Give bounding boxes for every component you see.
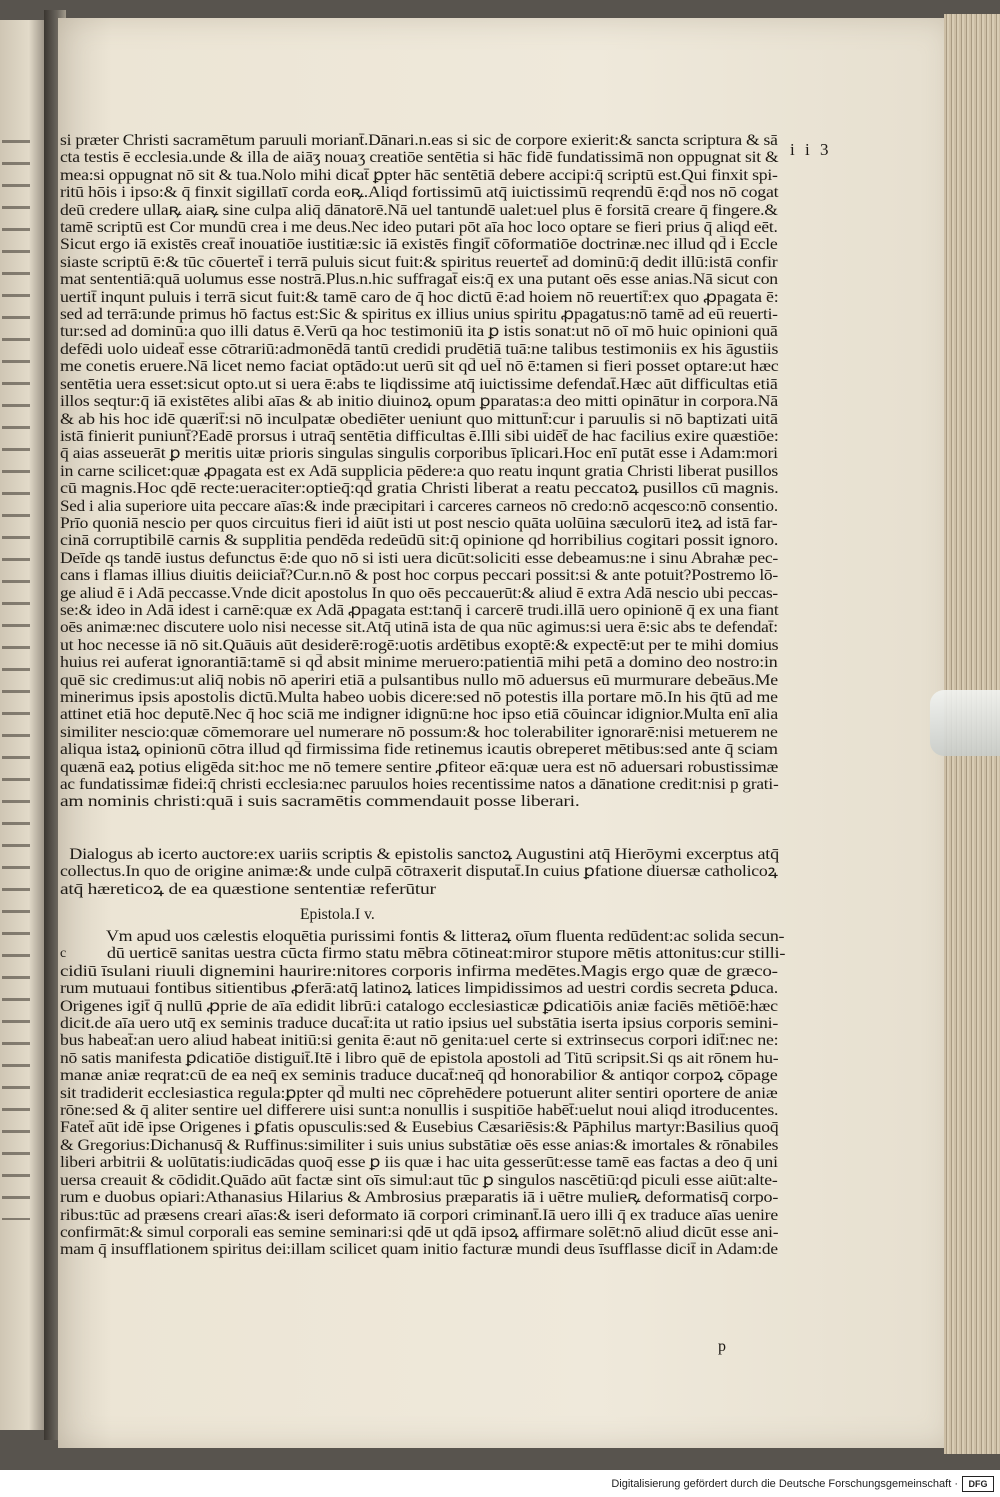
epistle-heading: Epistola.I v.	[300, 906, 375, 923]
text-line: uersa creauit & cōdidit.Quādo aūt factæ sint oīs simul:aut tūc ꝑ singulos nascētiū:qd piculi esse aiūt:alte-	[60, 1171, 778, 1189]
text-line: istā finierit puniunt̄?Eadē prorsus i utraq̄ sentētia difficultas ē.Illi sibi uidēt̄ de hac facilius exire quæstiōe:	[60, 427, 779, 445]
text-line: q̄ aias asseuerāt ꝑ meritis uitæ prioris singulas singulis corporibus īplicari.Hoc enī putāt esse i Adam:mori	[60, 445, 778, 463]
text-line: se:& ideo in Adā idest i carnē:quæ ex Adā ꝓpagata est:tanq̄ i carcerē trudi.illā uero opinionē q̄ ex una fiant	[60, 601, 779, 619]
text-line: Dialogus ab icerto auctore:ex uariis scriptis & epistolis sanctoꝝ Augustini atq̄ Hierōymi excerptus atq̄	[69, 846, 779, 863]
text-line: cidiū īsulani riuuli dignemini haurire:nitores corporis infirma medētes.Magis ergo quæ de græco-	[60, 962, 778, 980]
text-block-epistle	[60, 928, 786, 1259]
text-line: ge aliud ē i Adā peccasse.Vnde dicit apostolus In quo oēs peccauerūt:& aliud ē extra Adā nescio ubi peccas-	[60, 584, 778, 602]
text-line: am nominis christi:quā i suis sacramētis commendauit posse liberari.	[60, 793, 580, 811]
text-line: Prīo quoniā nescio per quos circuitus fieri id aiūt isti ut post nescio quāta uolūina sæculorū iteꝝ ad istā far-	[60, 514, 778, 532]
folio-number: i i 3	[790, 140, 832, 159]
text-line: in carne scilicet:quæ ꝓpagata est ex Adā supplicia pēdere:a quo reatu inqunt gratia Christi liberat pusillos	[60, 462, 778, 480]
text-line: mat sententiā:quā uolumus esse nostrā.Plus.n.hic suffragat̄ eis:q̄ ex una putant oēs esse anias.Nā sicut con	[60, 271, 778, 289]
signature-mark: p	[718, 1338, 726, 1355]
text-line: defēdi uolo uideat̄ esse cōtrariū:admonēdā tantū credidi prudētiā tuā:ne talibus testimoniis ex his āgustiis	[60, 340, 779, 358]
text-line: mea:si oppugnat nō sit & tua.Nolo mihi dicat̄ ꝑpter hāc sentētiā debere accipi:q̄ scriptū est.Qui finxit spi-	[60, 166, 778, 184]
page-clip	[930, 690, 1000, 756]
text-line: quē sic credimus:ut aliq̄ nobis nō aperiri etiā a pulsantibus nullo mō aduersus eū murmurare debeāus.Me	[60, 671, 778, 689]
text-line: rum mutuaui fontibus sitientibus ꝓferā:atq̄ latinoꝝ latices limpidissimos ad uestri cordis secreta ꝑduca.	[60, 980, 778, 998]
text-line: me conetis eruere.Nā licet nemo faciat optādo:ut uerū sit qd̄ uel̄ nō ē:tamen si fieri posset optare:ut hæc	[60, 358, 779, 376]
text-line: mam q̄ insufflationem spiritus dei:illam scilicet quam initio facturæ mundi deus īsufflasse dicit̄ in Adam:de	[60, 1241, 778, 1259]
guide-letter: c	[60, 946, 67, 961]
text-line: si præter Christi sacramētum paruuli moriant̄.Dānari.n.eas si sic de corpore exierit:& sancta scriptura & sā	[60, 132, 778, 149]
text-line: nō satis manifesta ꝑdicatiōe distiguit̄.Itē i libro quē de epistola apostoli ad Titū scripsit.Si qs ait rōnem hu-	[60, 1049, 779, 1067]
credit-bar	[0, 1470, 1000, 1497]
credit-text: Digitalisierung gefördert durch die Deutsche Forschungsgemeinschaft ·	[611, 1478, 958, 1490]
text-line: liberi arbitrii & uolūtatis:iudicādas quoq̄ esse ꝑ iis quæ i hac uita gesserūt:esse tamē eas factas a deo q̄ uni	[60, 1154, 778, 1172]
text-line: oēs animæ:nec discutere uolo nisi necesse sit.Atq̄ utinā ista de qua nūc agimus:si uera ē:sic abs te defendat̄:	[60, 619, 778, 637]
text-line: & Gregorius:Dichanusq̄ & Ruffinus:similiter i suis unius substātiæ oēs esse anias:& imortales & rōnabiles	[60, 1136, 779, 1154]
text-line: ut hoc necesse iā nō sit.Quāuis aūt desiderē:rogē:uotis ardētibus exoptē:& expectē:ut per te mihi domius	[60, 636, 779, 654]
facing-page-text	[2, 140, 30, 1220]
text-line: cinā corruptibilē carnis & supplitia pendēda redeūdū sit:q̄ opinione qd horribilius cogitari possit ignoro.	[60, 532, 779, 550]
text-line: similiter nescio:quæ cōmemorare uel numerare nō possum:& hoc tolerabiliter ignorarē:nisi metuerem ne	[60, 723, 778, 741]
text-line: rōne:sed & q̄ aliter sentire uel differere uisi sunt:a nonullis i suspitiōe habēt̄:uelut noui aliqd itroducentes.	[60, 1102, 779, 1120]
text-line: cū magnis.Hoc qdē recte:ueraciter:optieq̄:qd̄ gratia Christi liberat a reatu peccatoꝝ pusillos cū magnis.	[60, 480, 779, 498]
text-line: collectus.In quo de origine animæ:& unde culpā cōtraxerit disputat̄.In cuius ꝑfatione diuersæ catholicoꝝ	[60, 863, 778, 881]
text-line: Vm apud uos cælestis eloquētia purissimi fontis & litteraꝝ oīum fluenta redūdent:ac solida secun-	[105, 928, 785, 945]
text-line: Deīde qs tandē iustus defunctus ē:de quo nō si isti uera dicūt:soliciti esse debeamus:ne i sinu Abrahæ pec-	[60, 549, 779, 567]
text-line: uertit̄ inqunt puluis i terrā sicut fuit:& tamē caro de q̄ hoc dictū ē:ad hoiem nō reuertit̄:ex quo ꝓpagata ē:	[60, 288, 779, 306]
text-line: rum e duobus opiari:Athanasius Hilarius & Ambrosius præparatis iā i uētre mulieꝶ deformatisq̄ corpo-	[60, 1189, 779, 1207]
text-line: huius rei auferat ignorantiā:tamē si qd̄ absit minime meruero:patientiā mihi petā a domino deo nostro:in	[60, 654, 778, 672]
text-line: atq̄ hæreticoꝝ de ea quæstione sententiæ referūtur	[60, 880, 436, 898]
text-line: sentētia uera esset:sicut opto.ut si uera ē:abs te liqdissime atq̄ iuictissime defendat̄.Hæc aūt difficultas etiā	[60, 375, 778, 393]
facing-page-edge	[0, 20, 48, 1430]
text-line: & ab his hoc idē quærit̄:si nō inculpatæ obediēter ueniunt quo mittunt̄:cur i paruulis si nō baptizati uitā	[60, 410, 778, 428]
text-line: siaste scriptū ē:& tūc cōuertet̄ i terrā puluis sicut fuit:& spiritus reuertet̄ ad dominū:q̄ dedit illū:istā confir	[60, 253, 778, 271]
text-line: cta testis ē ecclesia.unde & illa de aiāʒ nouaʒ creatiōe sentētia si hāc fidē fundatissimā non oppugnat sit &	[60, 149, 779, 167]
text-block-main	[60, 132, 778, 811]
text-line: ribus:tūc ad præsens creari aīas:& iseri deformato iā corpori criminant̄.Iā uero illi q̄ ex traduce aīas uenire	[60, 1206, 778, 1224]
text-line: deū credere ullaꝶ aiaꝶ sine culpa aliq̄ dānatorē.Nā uel tantundē ualet:uel plus ē forsitā creare q̄ fingere.&	[60, 201, 778, 219]
text-line: Sicut ergo iā existēs creat̄ inouatiōe iustitiæ:sic iā existēs fingit̄ cōformatiōe doctrinæ.nec illud qd̄ i Eccle	[60, 236, 778, 254]
text-line: sit tradiderit ecclesiastica regula:ꝑpter qd̄ multi nec cōprehēdere potuerunt aliter sentiri oportere de aniæ	[60, 1084, 778, 1102]
text-line: sed ad terrā:unde primus hō factus est:Sic & spiritus ex illius unius spiritu ꝓpagatus:nō tamē ad eū reuerti-	[60, 306, 778, 324]
dialogue-rubric	[60, 846, 778, 898]
dfg-logo: DFG	[962, 1476, 994, 1492]
text-line: Origenes igit̄ q̄ nullū ꝓprie de aīa edidit librū:i catalogo ecclesiasticæ ꝑdicatiōis aniæ faciēs mētiōē:hæc	[60, 997, 778, 1015]
text-line: bus habeat̄:an uero aliud habeat initiū:si genita ē:aut nō genita:uel certe si extrinsecus corpori idit̄:nec ne:	[60, 1032, 779, 1050]
text-line: confirmāt:& simul corporali eas semine seminari:si qdē ut qdā ipsoꝝ affirmare solēt:nō aliud dicūt esse ani-	[60, 1223, 779, 1241]
text-line: dū uerticē sanitas uestra cūcta firmo statu mēbra cōtineat:miror stupore mētis attonitus:cur stilli-	[106, 945, 786, 963]
text-line: ritū hōis i ipso:& q̄ finxit sigillatī corda eoꝶ.Aliqd fortissimū atq̄ iuictissimū reqrendū ē:qd̄ nos nō cogat	[60, 184, 779, 202]
text-line: aliqua istaꝝ opinionū cōtra illud qd̄ firmissima fide retinemus icautis obreperet mētibus:sed ante q̄ sciam	[60, 741, 778, 759]
text-line: Sed i alia superiore uita peccare aīas:& inde præcipitari i carceres carneos nō credo:nō acqesco:nō consentio.	[60, 497, 778, 515]
text-line: illos seqtur:q̄ iā existētes alibi aīas & ab initio diuinoꝝ opum ꝑparatas:a deo mitti opinātur in corpora.Nā	[60, 393, 778, 411]
text-line: tur:sed ad dominū:a quo illi datus ē.Verū qa hoc testimoniū ita ꝑ istis sonat:ut nō oī mō huic opinioni quā	[60, 323, 778, 341]
text-line: cans i flamas illius diuitis deiiciat̄?Cur.n.nō & post hoc corpus peccari possit:si & ante potuit?Postremo lō-	[60, 567, 778, 585]
text-line: attinet etiā hoc deputē.Nec q̄ hoc sciā me indigner idignū:ne hoc ipso etiā cōuincar idignior.Multa enī alia	[60, 706, 778, 724]
text-line: dicit.de aīa uero utq̄ ex seminis traduce ducat̄:ita ut ratio ipsius uel substātia iserta ipsius corporis semini-	[60, 1015, 779, 1033]
text-line: minerimus ipsis apostolis dictū.Multa habeo uobis dicere:sed nō potestis illa portare mō.In his q̄tū ad me	[60, 689, 778, 706]
text-line: Fatet̄ aūt idē ipse Origenes i ꝑfatis opusculis:sed & Eusebius Cæsariēsis:& Pāphilus martyr:Basilius quoq̄	[60, 1119, 779, 1137]
text-line: manæ aniæ reqrat:cū de ea neq̄ ex seminis traduce ducat̄:neq̄ qd̄ honorabilior & antiqor corpoꝝ cōpage	[60, 1067, 778, 1085]
text-line: tamē scriptū est Cor mundū crea i me deus.Nec ideo putari pōt aīa hoc loco optare se fieri prius q̄ aliqd eēt.	[60, 219, 778, 237]
text-line: ac fundatissimæ fidei:q̄ christi ecclesia:nec paruulos hoies recentissime natos a dānatione credit:nisi p grati-	[60, 776, 779, 794]
text-line: quænā eaꝝ potius eligēda sit:hoc me nō temere sentire ꝓfiteor eā:quæ uera est nō aduersari robustissimæ	[60, 758, 779, 776]
